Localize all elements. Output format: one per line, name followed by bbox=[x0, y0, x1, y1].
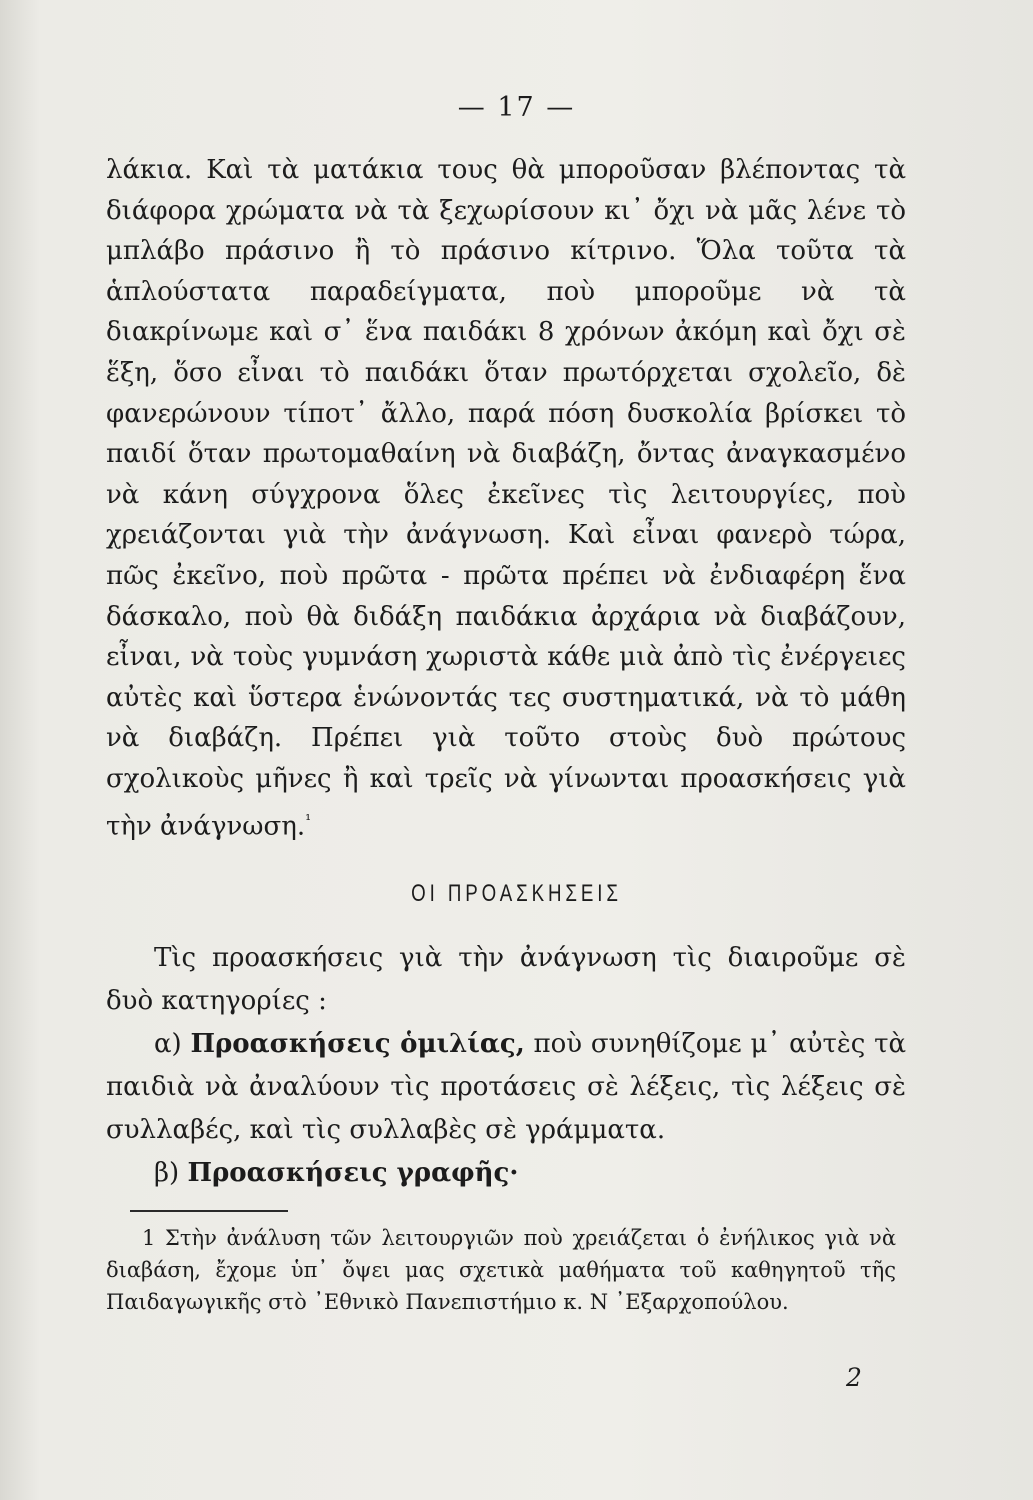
paragraph-part-4: Πρέπει γιὰ τοῦτο στοὺς δυὸ πρώτους σχολικοὺς μῆνες ἢ καὶ τρεῖς νὰ γίνωνται προασκήσεις γιὰ τὴν ἀνάγνωση. bbox=[106, 723, 907, 842]
item-a-text: ποὺ συνηθίζομε μ᾽ αὐτὲς τὰ παιδιὰ νὰ ἀναλύουν τὶς προτάσεις σὲ λέξεις, τὶς λέξεις σὲ συλλαβές, καὶ τὶς συλλαβὲς σὲ γράμματα. bbox=[106, 1029, 907, 1145]
section-intro: Τὶς προασκήσεις γιὰ τὴν ἀνάγνωση τὶς διαιροῦμε σὲ δυὸ κατηγορίες : bbox=[106, 943, 906, 1016]
body-paragraph bbox=[106, 150, 906, 847]
section-heading: ΟΙ ΠΡΟΑΣΚΗΣΕΙΣ bbox=[411, 880, 622, 907]
section-body bbox=[106, 937, 906, 1195]
paragraph-part-3: Καὶ εἶναι φανερὸ τώρα, πῶς ἐκεῖνο, ποὺ πρῶτα - πρῶτα πρέπει νὰ ἐνδιαφέρη ἕνα δάσκαλο, ποὺ θὰ διδάξη παιδάκια ἀρχάρια νὰ διαβάζουν, εἶναι, νὰ τοὺς γυμνάση χωριστὰ κάθε μιὰ ἀπὸ τὶς ἐνέργειες αὐτὲς καὶ ὕστερα ἑνώνοντάς τες συστηματικά, νὰ τὸ μάθη νὰ διαβάζη. bbox=[106, 520, 906, 754]
item-a-title: Προασκήσεις ὁμιλίας, bbox=[190, 1029, 525, 1059]
item-b-marker: β) bbox=[154, 1158, 180, 1188]
paragraph-text bbox=[106, 150, 906, 847]
signature-mark: 2 bbox=[846, 1363, 862, 1392]
footnote-divider bbox=[130, 1210, 288, 1212]
paragraph-part-2: Ὅλα τοῦτα τὰ ἁπλούστατα παραδείγματα, ποὺ μποροῦμε νὰ τὰ διακρίνωμε καὶ σ᾽ ἕνα παιδάκι 8 χρόνων ἀκόμη καὶ ὄχι σὲ ἕξη, ὅσο εἶναι τὸ παιδάκι ὅταν πρωτόρχεται σχολεῖο, δὲ φανερώνουν τίποτ᾽ ἄλλο, παρά πόση δυσκολία βρίσκει τὸ παιδί ὅταν πρωτομαθαίνη νὰ διαβάζη, ὄντας ἀναγκασμένο νὰ κάνη σύγχρονα ὅλες ἐκεῖνες τὶς λειτουργίες, ποὺ χρειάζονται γιὰ τὴν ἀνάγνωση. bbox=[106, 236, 906, 551]
item-b-title: Προασκήσεις γραφῆς· bbox=[187, 1158, 519, 1188]
page-number: — 17 — bbox=[457, 92, 576, 123]
list-item-b bbox=[106, 1152, 906, 1195]
paragraph-part-1: λάκια. Καὶ τὰ ματάκια τους θὰ μποροῦσαν βλέποντας τὰ διάφορα χρώματα νὰ τὰ ξεχωρίσουν κι᾽ ὄχι νὰ μᾶς λένε τὸ μπλάβο πράσινο ἢ τὸ πράσινο κίτρινο. bbox=[106, 155, 906, 267]
footnote-reference: ¹ bbox=[305, 810, 312, 829]
item-a-marker: α) bbox=[154, 1029, 182, 1059]
footnote-mark: 1 bbox=[142, 1226, 156, 1250]
footnote bbox=[106, 1222, 896, 1318]
list-item-a bbox=[106, 1023, 906, 1152]
footnote-text: Στὴν ἀνάλυση τῶν λειτουργιῶν ποὺ χρειάζεται ὁ ἐνήλικος γιὰ νὰ διαβάση, ἔχομε ὑπ᾽ ὄψει μας σχετικὰ μαθήματα τοῦ καθηγητοῦ τῆς Παιδαγωγικῆς στὸ ᾽Εθνικὸ Πανεπιστήμιο κ. Ν ᾽Εξαρχοπούλου. bbox=[106, 1226, 896, 1314]
footnote-paragraph bbox=[106, 1222, 896, 1318]
